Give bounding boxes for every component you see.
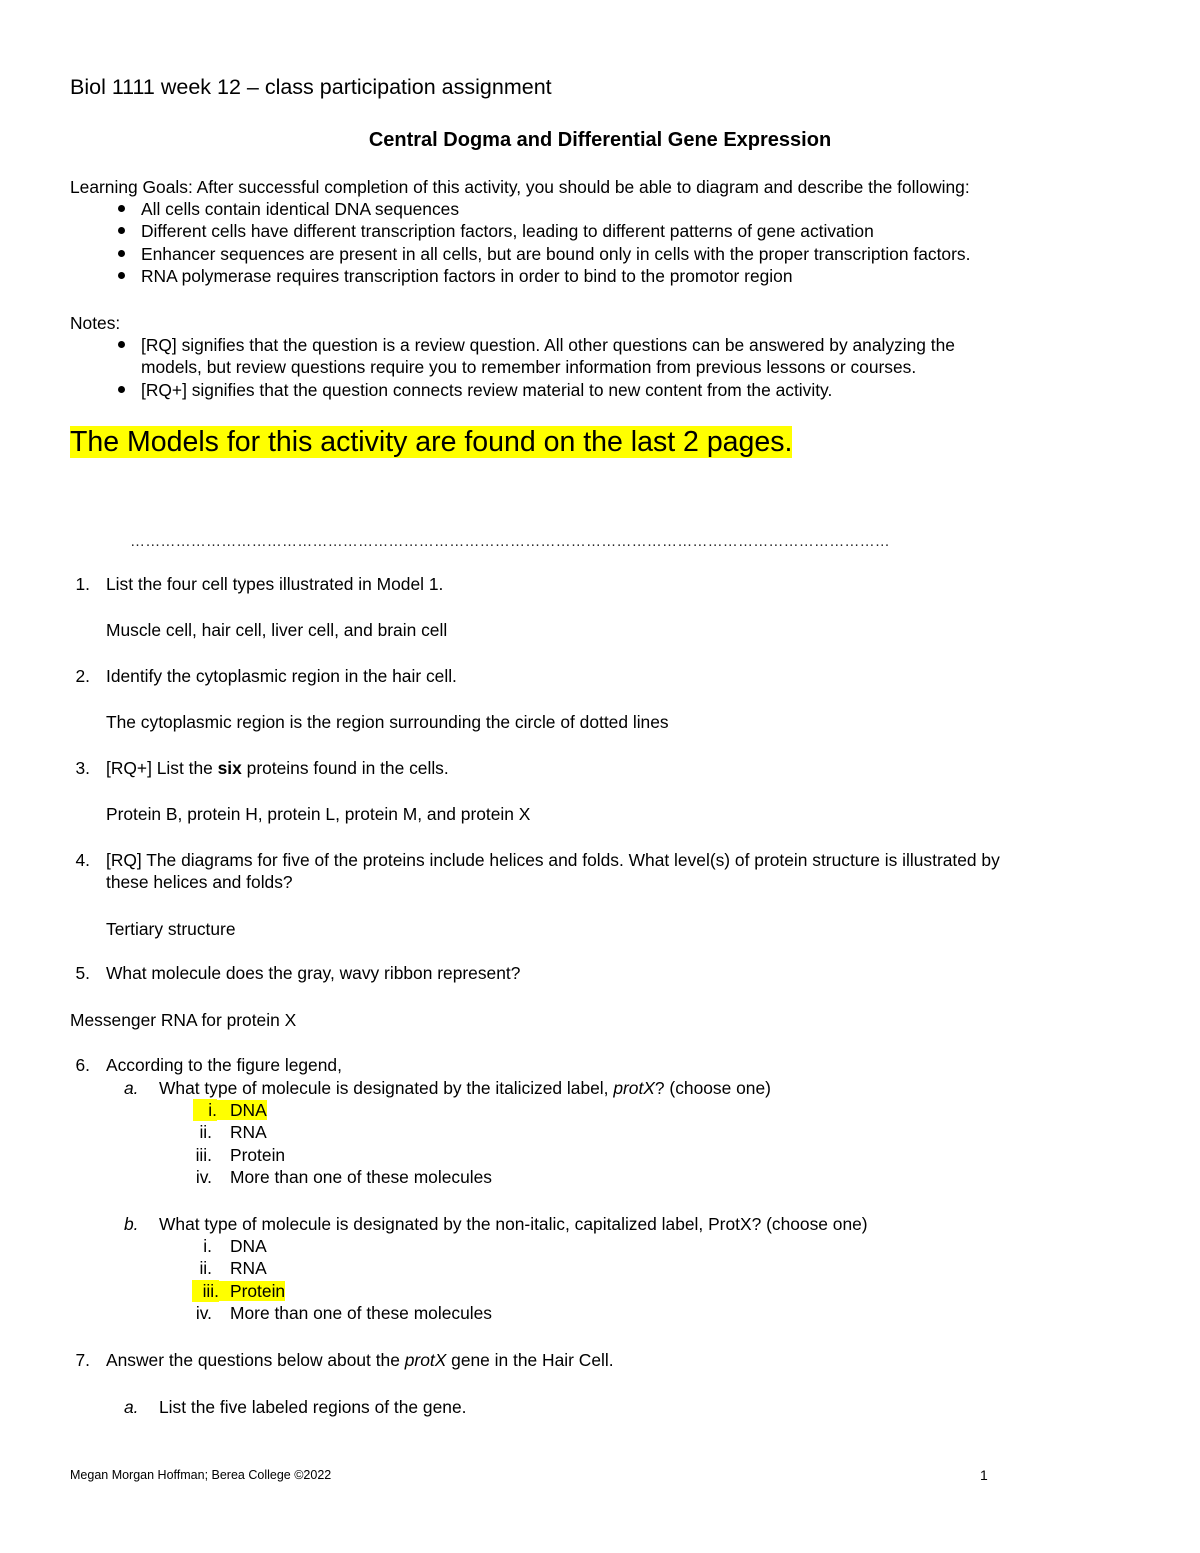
bullet-icon [118,205,125,212]
goal-item: All cells contain identical DNA sequences [141,199,460,219]
answer-text: The cytoplasmic region is the region surrounding the circle of dotted lines [106,712,669,732]
question-text-part: proteins found in the cells. [241,758,449,778]
question-number: 4. [75,850,90,870]
question-emphasis: six [217,758,242,778]
answer-text: Tertiary structure [106,919,236,939]
answer-text: Protein B, protein H, protein L, protein M, and protein X [106,804,531,824]
note-item: [RQ] signifies that the question is a review question. All other questions can be answered by analyzing the [141,335,955,355]
subquestion-letter: a. [124,1397,139,1417]
answer-text: Muscle cell, hair cell, liver cell, and brain cell [106,620,448,640]
option-number: ii. [199,1122,212,1142]
option-number: i. [203,1236,212,1256]
option-text-selected: Protein [219,1281,285,1301]
note-item-continued: models, but review questions require you to remember information from previous lessons or courses. [141,357,917,377]
question-text-part: Answer the questions below about the [106,1350,405,1370]
dotted-separator: …………………………………………………………………………………………………………………………………… [130,533,890,550]
question-number: 7. [75,1350,90,1370]
question-text [106,757,449,779]
bullet-icon [118,227,125,234]
option-number: iii. [195,1145,212,1165]
bullet-icon [118,250,125,257]
question-number: 3. [75,758,90,778]
subquestion-text [159,1077,771,1099]
question-text: List the four cell types illustrated in Model 1. [106,574,444,594]
question-number: 5. [75,963,90,983]
page-number: 1 [980,1467,988,1483]
course-header: Biol 1111 week 12 – class participation assignment [70,75,552,99]
question-text-part: [RQ+] List the [106,758,218,778]
question-text: Identify the cytoplasmic region in the hair cell. [106,666,457,686]
option-text: RNA [230,1258,267,1278]
option-number: ii. [199,1258,212,1278]
goal-item: Different cells have different transcription factors, leading to different patterns of gene activation [141,221,874,241]
italic-label: protX [404,1350,447,1370]
option-text: DNA [230,1236,267,1256]
models-banner [70,424,792,460]
question-number: 6. [75,1055,90,1075]
goal-item: RNA polymerase requires transcription factors in order to bind to the promotor region [141,266,793,286]
bullet-icon [118,386,125,393]
goal-item: Enhancer sequences are present in all cells, but are bound only in cells with the proper transcription factors. [141,244,971,264]
option-number-selected: i. [193,1099,217,1121]
question-text [106,1349,614,1371]
option-text-selected: DNA [217,1100,267,1120]
subquestion-text-part: What type of molecule is designated by the italicized label, [159,1078,614,1098]
notes-label: Notes: [70,313,121,333]
option-selected [217,1099,267,1121]
bullet-icon [118,272,125,279]
footer-credit: Megan Morgan Hoffman; Berea College ©2022 [70,1468,332,1482]
option-text: More than one of these molecules [230,1167,492,1187]
subquestion-letter: b. [124,1214,139,1234]
question-text-part: gene in the Hair Cell. [446,1350,614,1370]
option-selected [219,1280,285,1302]
question-number: 2. [75,666,90,686]
question-text-continued: these helices and folds? [106,872,293,892]
italic-label: protX [613,1078,655,1098]
question-text: According to the figure legend, [106,1055,342,1075]
subquestion-text: What type of molecule is designated by the non-italic, capitalized label, ProtX? (choose one) [159,1214,868,1234]
question-text: What molecule does the gray, wavy ribbon represent? [106,963,521,983]
subquestion-text-part: ? (choose one) [654,1078,771,1098]
option-text: RNA [230,1122,267,1142]
page-title: Central Dogma and Differential Gene Expression [368,129,832,151]
bullet-icon [118,341,125,348]
question-number: 1. [75,574,90,594]
learning-goals-intro: Learning Goals: After successful completion of this activity, you should be able to diagram and describe the following: [70,177,970,197]
subquestion-text: List the five labeled regions of the gene. [159,1397,467,1417]
option-number-selected: iii. [192,1280,219,1302]
option-number: iv. [195,1303,212,1323]
note-item: [RQ+] signifies that the question connects review material to new content from the activity. [141,380,833,400]
subquestion-letter: a. [124,1078,139,1098]
option-text: Protein [230,1145,286,1165]
option-text: More than one of these molecules [230,1303,492,1323]
models-banner-text: The Models for this activity are found on the last 2 pages. [70,426,793,458]
answer-text: Messenger RNA for protein X [70,1010,297,1030]
question-text: [RQ] The diagrams for five of the proteins include helices and folds. What level(s) of protein structure is illustrated by [106,850,1000,870]
option-number: iv. [195,1167,212,1187]
